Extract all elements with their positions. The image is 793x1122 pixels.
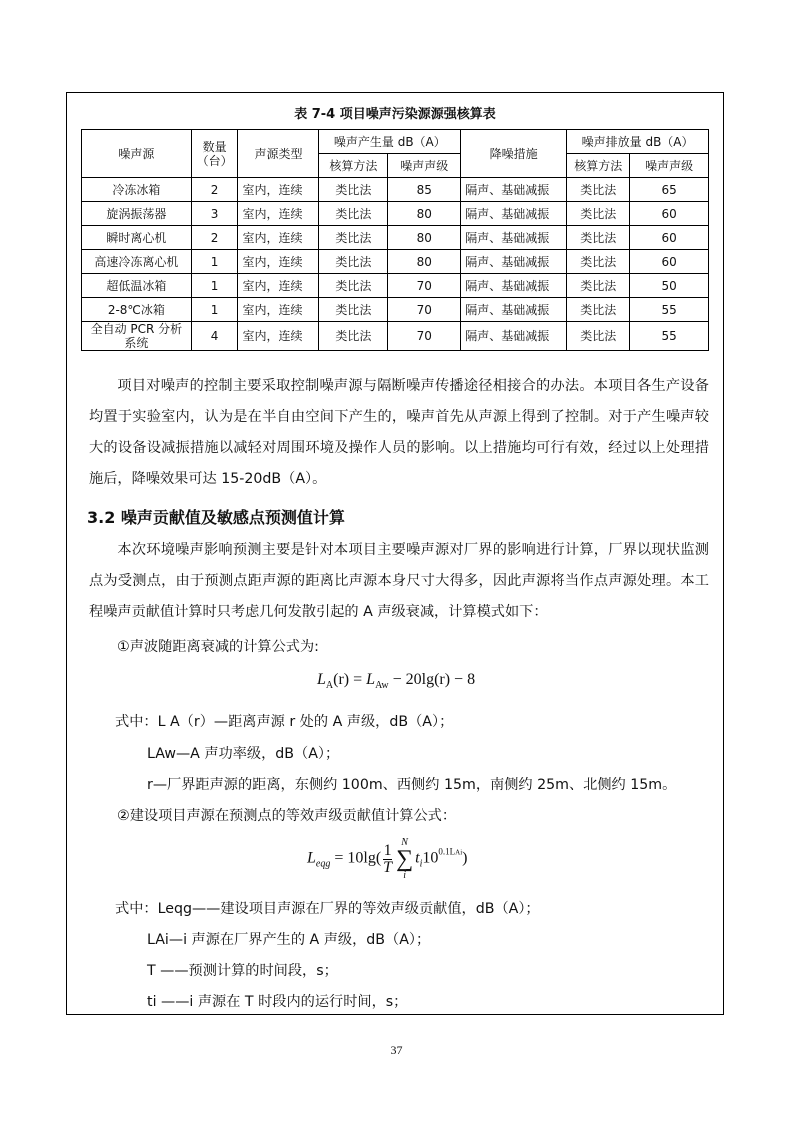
- cell-measure: 隔声、基础减振: [461, 298, 567, 322]
- cell-source: 高速冷冻离心机: [82, 250, 192, 274]
- where2-line1: 式中：Leqg——建设项目声源在厂界的等效声级贡献值，dB（A）；: [115, 901, 540, 917]
- cell-source: 超低温冰箱: [82, 274, 192, 298]
- cell-method-emitted: 类比法: [567, 274, 630, 298]
- cell-count: 2: [191, 178, 238, 202]
- header-level-emitted: 噪声声级: [630, 154, 709, 178]
- cell-source: 瞬时离心机: [82, 226, 192, 250]
- f2-exp-sub: Ai: [455, 848, 463, 857]
- cell-level-emitted: 55: [630, 298, 709, 322]
- cell-method-emitted: 类比法: [567, 178, 630, 202]
- cell-measure: 隔声、基础减振: [461, 178, 567, 202]
- table-row: [82, 226, 709, 250]
- cell-type: 室内，连续: [238, 322, 319, 351]
- cell-level-produced: 80: [388, 250, 461, 274]
- cell-type: 室内，连续: [238, 274, 319, 298]
- cell-level-emitted: 55: [630, 322, 709, 351]
- cell-source: 全自动 PCR 分析 系统: [82, 322, 192, 351]
- f1-rhs-sub: Aw: [375, 680, 389, 691]
- cell-method-produced: 类比法: [319, 298, 388, 322]
- table-header-row: [82, 130, 709, 154]
- contribution-formula: [307, 837, 467, 881]
- cell-count: 4: [191, 322, 238, 351]
- f1-lhs-L: L: [317, 671, 326, 688]
- cell-method-emitted: 类比法: [567, 298, 630, 322]
- page-number: 37: [390, 1043, 403, 1057]
- cell-count: 2: [191, 226, 238, 250]
- cell-type: 室内，连续: [238, 202, 319, 226]
- f1-eq: =: [353, 671, 363, 688]
- f2-lhs-sub: eqg: [315, 858, 331, 870]
- cell-method-emitted: 类比法: [567, 226, 630, 250]
- attenuation-formula: [317, 671, 475, 691]
- cell-source: 2-8℃冰箱: [82, 298, 192, 322]
- table-row: [82, 250, 709, 274]
- cell-count: 3: [191, 202, 238, 226]
- cell-level-produced: 85: [388, 178, 461, 202]
- f2-sum-top: N: [401, 837, 408, 848]
- cell-count: 1: [191, 274, 238, 298]
- cell-measure: 隔声、基础减振: [461, 202, 567, 226]
- table-caption: 表 7-4 项目噪声污染源源强核算表: [294, 107, 496, 122]
- cell-method-emitted: 类比法: [567, 250, 630, 274]
- table-row: [82, 178, 709, 202]
- cell-method-produced: 类比法: [319, 226, 388, 250]
- cell-level-produced: 70: [388, 274, 461, 298]
- f2-den: T: [383, 858, 393, 876]
- cell-source: 旋涡振荡器: [82, 202, 192, 226]
- cell-level-produced: 70: [388, 298, 461, 322]
- cell-method-produced: 类比法: [319, 250, 388, 274]
- f2-eq: = 10lg(: [334, 849, 382, 867]
- cell-level-produced: 80: [388, 202, 461, 226]
- cell-measure: 隔声、基础减振: [461, 322, 567, 351]
- f1-lhs-sub: A: [325, 680, 334, 691]
- cell-type: 室内，连续: [238, 250, 319, 274]
- f2-t: t: [415, 849, 420, 867]
- header-method-produced: 核算方法: [319, 154, 388, 178]
- header-count: 数量 （台）: [191, 130, 238, 178]
- cell-count: 1: [191, 298, 238, 322]
- cell-method-emitted: 类比法: [567, 202, 630, 226]
- formula2-intro: ②建设项目声源在预测点的等效声级贡献值计算公式：: [117, 808, 457, 824]
- cell-level-produced: 80: [388, 226, 461, 250]
- cell-measure: 隔声、基础减振: [461, 274, 567, 298]
- header-level-produced: 噪声声级: [388, 154, 461, 178]
- cell-measure: 隔声、基础减振: [461, 226, 567, 250]
- f2-t-sub: i: [419, 858, 423, 870]
- table-row: [82, 298, 709, 322]
- cell-method-produced: 类比法: [319, 178, 388, 202]
- cell-source: 冷冻冰箱: [82, 178, 192, 202]
- f2-sum: [396, 837, 413, 881]
- f1-rhs-L: L: [366, 671, 376, 688]
- section-title: 3.2 噪声贡献值及敏感点预测值计算: [87, 508, 345, 527]
- where1-line1: 式中：L A（r）—距离声源 r 处的 A 声级，dB（A）；: [115, 714, 454, 730]
- f2-lhs: L: [307, 849, 316, 867]
- table-row: [82, 322, 709, 351]
- cell-level-emitted: 50: [630, 274, 709, 298]
- prediction-paragraph: 本次环境噪声影响预测主要是针对本项目主要噪声源对厂界的影响进行计算，厂界以现状监测点为受测点，由于预测点距声源的距离比声源本身尺寸大得多，因此声源将当作点声源处理。本工程噪声贡献值计算时只考虑几何发散引起的 A 声级衰减，计算模式如下：: [89, 542, 709, 620]
- cell-method-produced: 类比法: [319, 202, 388, 226]
- table-row: [82, 274, 709, 298]
- cell-method-produced: 类比法: [319, 274, 388, 298]
- cell-level-emitted: 60: [630, 250, 709, 274]
- cell-level-emitted: 65: [630, 178, 709, 202]
- cell-count: 1: [191, 250, 238, 274]
- cell-measure: 隔声、基础减振: [461, 250, 567, 274]
- f2-exp: 0.1L: [438, 846, 456, 857]
- header-emitted: 噪声排放量 dB（A）: [567, 130, 709, 154]
- cell-type: 室内，连续: [238, 178, 319, 202]
- header-measure: 降噪措施: [461, 130, 567, 178]
- cell-level-emitted: 60: [630, 226, 709, 250]
- where2-line3: T ——预测计算的时间段，s；: [147, 963, 338, 979]
- formula1-intro: ①声波随距离衰减的计算公式为:: [117, 639, 319, 655]
- cell-level-produced: 70: [388, 322, 461, 351]
- f2-close: ): [462, 849, 468, 867]
- header-produced: 噪声产生量 dB（A）: [319, 130, 461, 154]
- header-type: 声源类型: [238, 130, 319, 178]
- cell-level-emitted: 60: [630, 202, 709, 226]
- where1-line2: LAw—A 声功率级，dB（A）；: [147, 746, 340, 762]
- noise-source-table: [81, 129, 709, 351]
- control-paragraph: 项目对噪声的控制主要采取控制噪声源与隔断噪声传播途径相接合的办法。本项目各生产设备均置于实验室内，认为是在半自由空间下产生的，噪声首先从声源上得到了控制。对于产生噪声较大的设备设减振措施以减轻对周围环境及操作人员的影响。以上措施均可行有效，经过以上处理措施后，降噪效果可达 15-20dB（A）。: [89, 378, 709, 487]
- header-source: 噪声源: [82, 130, 192, 178]
- sigma-symbol: ∑: [396, 846, 414, 872]
- cell-method-emitted: 类比法: [567, 322, 630, 351]
- f2-sum-bot: i: [403, 870, 406, 881]
- f1-rest: − 20lg(r) − 8: [392, 671, 476, 688]
- cell-type: 室内，连续: [238, 298, 319, 322]
- cell-method-produced: 类比法: [319, 322, 388, 351]
- page-frame: [66, 92, 724, 1015]
- f2-pow: 10: [422, 849, 439, 867]
- table-row: [82, 202, 709, 226]
- f1-lhs-arg: (r): [333, 671, 350, 688]
- f2-num: 1: [383, 841, 392, 859]
- where1-line3: r—厂界距声源的距离，东侧约 100m、西侧约 15m，南侧约 25m、北侧约 15m。: [147, 777, 677, 793]
- header-method-emitted: 核算方法: [567, 154, 630, 178]
- where2-line4: ti ——i 声源在 T 时段内的运行时间，s；: [147, 994, 408, 1010]
- where2-line2: LAi—i 声源在厂界产生的 A 声级，dB（A）；: [147, 932, 431, 948]
- f2-fraction: [383, 843, 392, 876]
- cell-type: 室内，连续: [238, 226, 319, 250]
